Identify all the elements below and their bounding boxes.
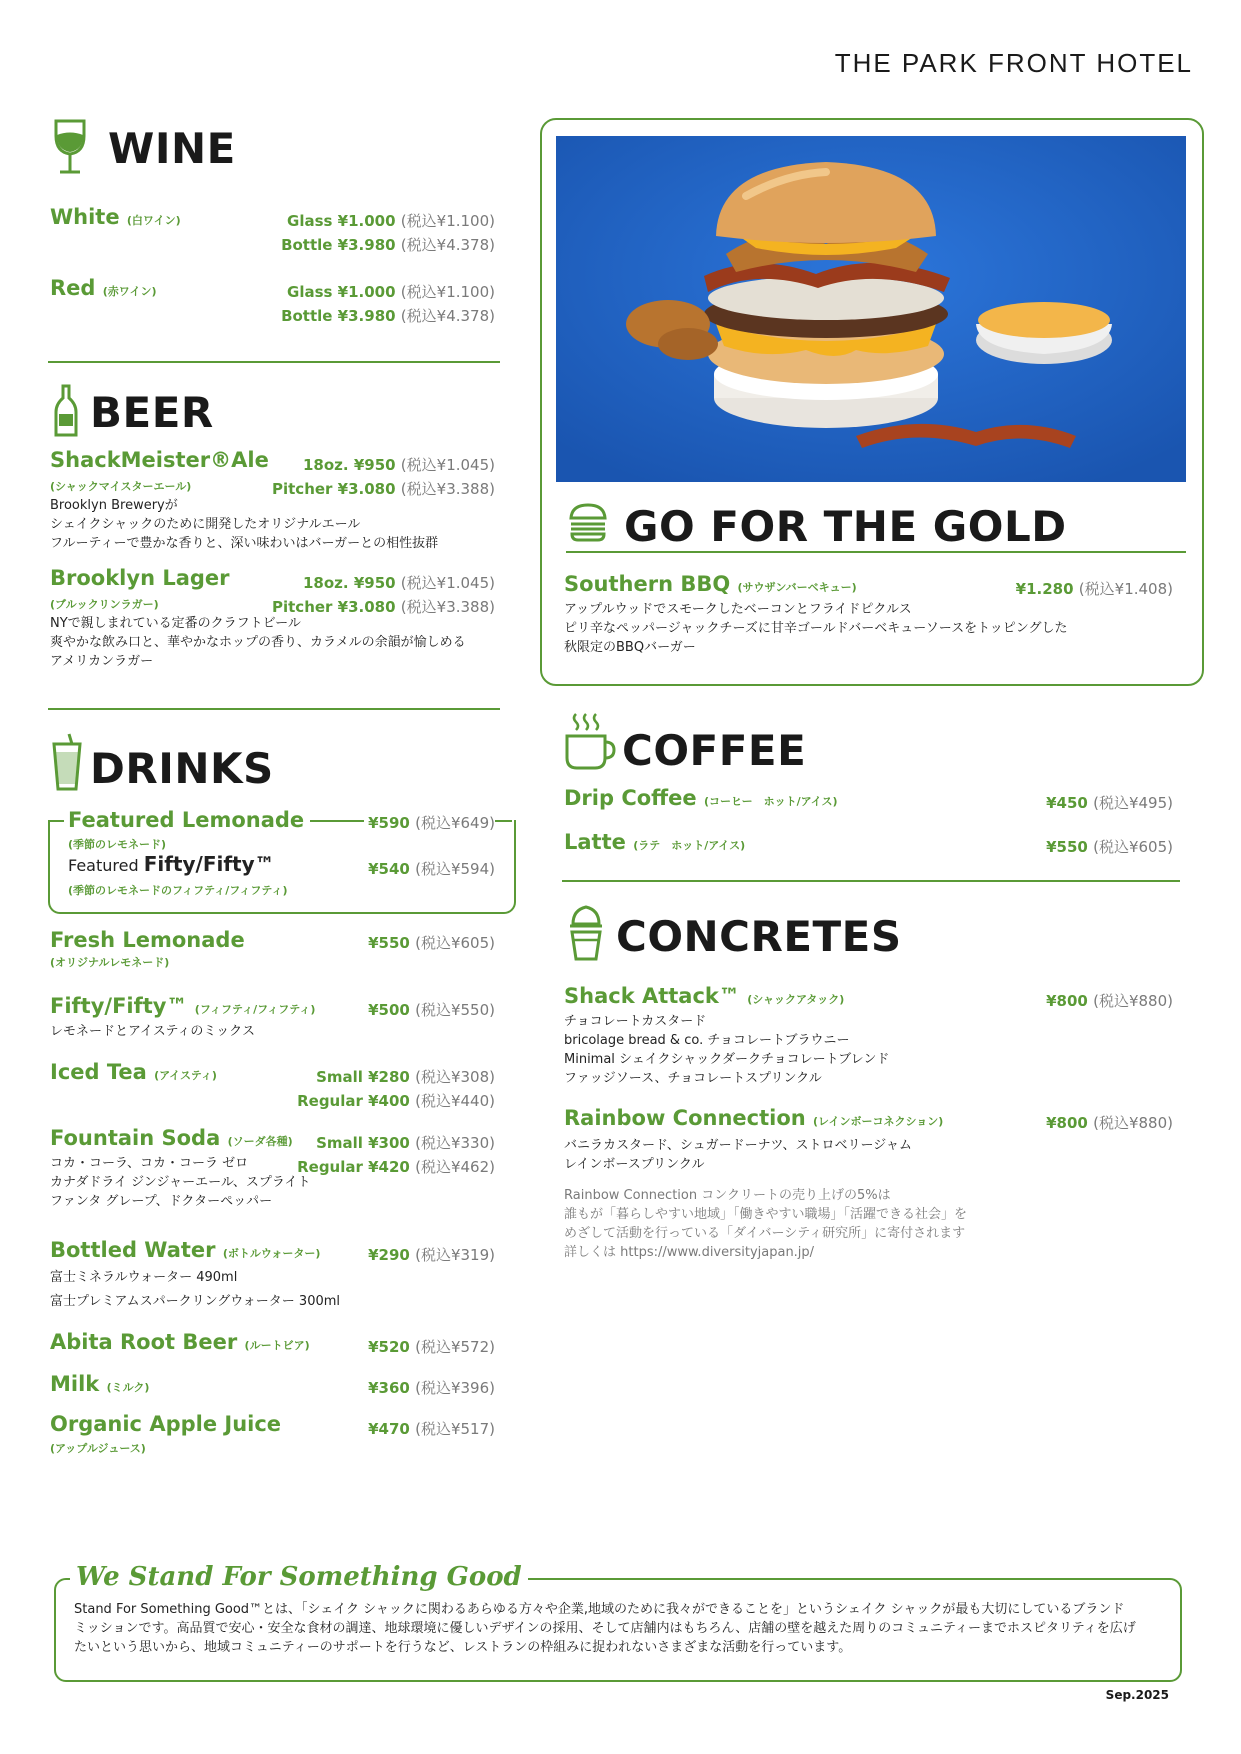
wine-white-glass-price: Glass ¥1.000 (税込¥1.100)	[287, 212, 495, 230]
wine-red-name: Red (赤ワイン)	[50, 276, 157, 300]
root-beer-price: ¥520 (税込¥572)	[368, 1338, 495, 1356]
featured-fifty-sub: (季節のレモネードのフィフティ/フィフティ)	[68, 884, 288, 897]
hotel-name: THE PARK FRONT HOTEL	[834, 48, 1193, 78]
apple-juice-price: ¥470 (税込¥517)	[368, 1420, 495, 1438]
concrete-cup-icon	[568, 904, 604, 962]
featured-lemonade-name: Featured Lemonade	[68, 808, 310, 832]
fifty-fifty-desc: レモネードとアイスティのミックス	[50, 1024, 256, 1039]
shack-attack-name: Shack Attack™ (シャックアタック)	[564, 984, 845, 1008]
divider	[566, 551, 1186, 553]
iced-tea-regular-price: Regular ¥400 (税込¥440)	[297, 1092, 495, 1110]
rainbow-connection-price: ¥800 (税込¥880)	[1046, 1114, 1173, 1132]
beer-brooklyn-sub: (ブルックリンラガー)	[50, 598, 159, 611]
coffee-mug-icon	[564, 712, 616, 770]
featured-lemonade-sub: (季節のレモネード)	[68, 838, 167, 851]
shack-attack-price: ¥800 (税込¥880)	[1046, 992, 1173, 1010]
apple-juice-name: Organic Apple Juice	[50, 1412, 282, 1436]
beer-shackmeister-desc: Brooklyn Breweryが シェイクシャックのために開発したオリジナルエール フルーティーで豊かな香りと、深い味わいはバーガーとの相性抜群	[50, 498, 439, 551]
drink-cup-icon	[52, 732, 82, 792]
divider	[48, 361, 500, 363]
beer-brooklyn-name: Brooklyn Lager	[50, 566, 230, 590]
fifty-fifty-price: ¥500 (税込¥550)	[368, 1001, 495, 1019]
southern-bbq-desc: アップルウッドでスモークしたベーコンとフライドピクルス ピリ辛なペッパージャックチーズに甘辛ゴールドバーベキューソースをトッピングした 秋限定のBBQバーガー	[564, 602, 1068, 655]
wine-white-bottle-price: Bottle ¥3.980 (税込¥4.378)	[281, 236, 495, 254]
featured-box-edge	[48, 820, 64, 822]
wine-red-glass-price: Glass ¥1.000 (税込¥1.100)	[287, 283, 495, 301]
fountain-soda-desc: コカ・コーラ、コカ・コーラ ゼロ カナダドライ ジンジャーエール、スプライト ファンタ グレープ、ドクターペッパー	[50, 1156, 311, 1209]
coffee-title: COFFEE	[622, 726, 807, 775]
beer-brooklyn-price-18oz: 18oz. ¥950 (税込¥1.045)	[302, 574, 495, 592]
fountain-soda-name: Fountain Soda (ソーダ各種)	[50, 1126, 293, 1150]
bottled-water-desc: 富士ミネラルウォーター 490ml 富士プレミアムスパークリングウォーター 300ml	[50, 1270, 341, 1309]
latte-name: Latte (ラテ ホット/アイス)	[564, 830, 746, 854]
iced-tea-small-price: Small ¥280 (税込¥308)	[316, 1068, 495, 1086]
fountain-soda-regular-price: Regular ¥420 (税込¥462)	[297, 1158, 495, 1176]
footer-text: Stand For Something Good™とは、「シェイク シャックに関わるあらゆる方々や企業,地域のために我々ができることを」というシェイク シャックが最も大切にしているブランド ミッションです。高品質で安心・安全な食材の調達、地球環境に優しいデザインの採用、そして店舗内はもちろん、店舗の壁を越えた周りのコミュニティーまでホスピタリティを広げ たいという思いから、地域コミュニティーのサポートを行うなど、レストランの枠組みに捉われないさまざまな活動を行っています。	[74, 1602, 1136, 1655]
fifty-fifty-name: Fifty/Fifty™ (フィフティ/フィフティ)	[50, 994, 316, 1018]
drip-coffee-price: ¥450 (税込¥495)	[1046, 794, 1173, 812]
featured-lemonade-price: ¥590 (税込¥649)	[364, 812, 495, 833]
footer-title: We Stand For Something Good	[70, 1562, 528, 1592]
beer-title: BEER	[90, 388, 214, 437]
iced-tea-name: Iced Tea (アイスティ)	[50, 1060, 217, 1084]
burger-photo	[556, 136, 1186, 482]
bottled-water-price: ¥290 (税込¥319)	[368, 1246, 495, 1264]
rainbow-connection-name: Rainbow Connection (レインボーコネクション)	[564, 1106, 944, 1130]
fresh-lemonade-name: Fresh Lemonade	[50, 928, 245, 952]
southern-bbq-price: ¥1.280 (税込¥1.408)	[1015, 580, 1173, 598]
latte-price: ¥550 (税込¥605)	[1046, 838, 1173, 856]
wine-red-bottle-price: Bottle ¥3.980 (税込¥4.378)	[281, 307, 495, 325]
donation-note: Rainbow Connection コンクリートの売り上げの5%は 誰もが「暮らしやすい地域」「働きやすい職場」「活躍できる社会」を めざして活動を行っている「ダイバーシティ研究所」に寄付されます 詳しくは https://www.diversityjapan.jp/	[564, 1188, 968, 1260]
milk-name: Milk (ミルク)	[50, 1372, 150, 1396]
milk-price: ¥360 (税込¥396)	[368, 1379, 495, 1397]
menu-date: Sep.2025	[1105, 1688, 1169, 1702]
wine-glass-icon	[52, 118, 88, 176]
featured-fifty-name: Featured Fifty/Fifty™	[68, 852, 275, 876]
divider	[48, 708, 500, 710]
gold-title: GO FOR THE GOLD	[624, 502, 1067, 551]
southern-bbq-name: Southern BBQ (サウザンバーベキュー)	[564, 572, 857, 596]
wine-title: WINE	[108, 124, 236, 173]
beer-shackmeister-sub: (シャックマイスターエール)	[50, 480, 192, 493]
apple-juice-sub: (アップルジュース)	[50, 1442, 146, 1455]
divider	[562, 880, 1180, 882]
shack-attack-desc: チョコレートカスタード bricolage bread & co. チョコレートブラウニー Minimal シェイクシャックダークチョコレートブレンド ファッジソース、チョコレートスプリンクル	[564, 1014, 890, 1086]
drinks-title: DRINKS	[90, 744, 274, 793]
bottled-water-name: Bottled Water (ボトルウォーター)	[50, 1238, 321, 1262]
featured-fifty-price: ¥540 (税込¥594)	[368, 860, 495, 878]
beer-shackmeister-name: ShackMeister®Ale	[50, 448, 269, 472]
concretes-title: CONCRETES	[616, 912, 902, 961]
beer-shackmeister-price-pitcher: Pitcher ¥3.080 (税込¥3.388)	[272, 480, 495, 498]
root-beer-name: Abita Root Beer (ルートビア)	[50, 1330, 310, 1354]
beer-brooklyn-price-pitcher: Pitcher ¥3.080 (税込¥3.388)	[272, 598, 495, 616]
drip-coffee-name: Drip Coffee (コーヒー ホット/アイス)	[564, 786, 838, 810]
beer-bottle-icon	[54, 384, 78, 438]
rainbow-connection-desc: バニラカスタード、シュガードーナツ、ストロベリージャム レインボースプリンクル	[564, 1138, 913, 1172]
beer-brooklyn-desc: NYで親しまれている定番のクラフトビール 爽やかな飲み口と、華やかなホップの香り、カラメルの余韻が愉しめる アメリカンラガー	[50, 616, 466, 669]
fountain-soda-small-price: Small ¥300 (税込¥330)	[316, 1134, 495, 1152]
fresh-lemonade-sub: (オリジナルレモネード)	[50, 956, 170, 969]
burger-icon	[568, 502, 608, 542]
wine-white-name: White (白ワイン)	[50, 205, 181, 229]
fresh-lemonade-price: ¥550 (税込¥605)	[368, 934, 495, 952]
beer-shackmeister-price-18oz: 18oz. ¥950 (税込¥1.045)	[302, 456, 495, 474]
